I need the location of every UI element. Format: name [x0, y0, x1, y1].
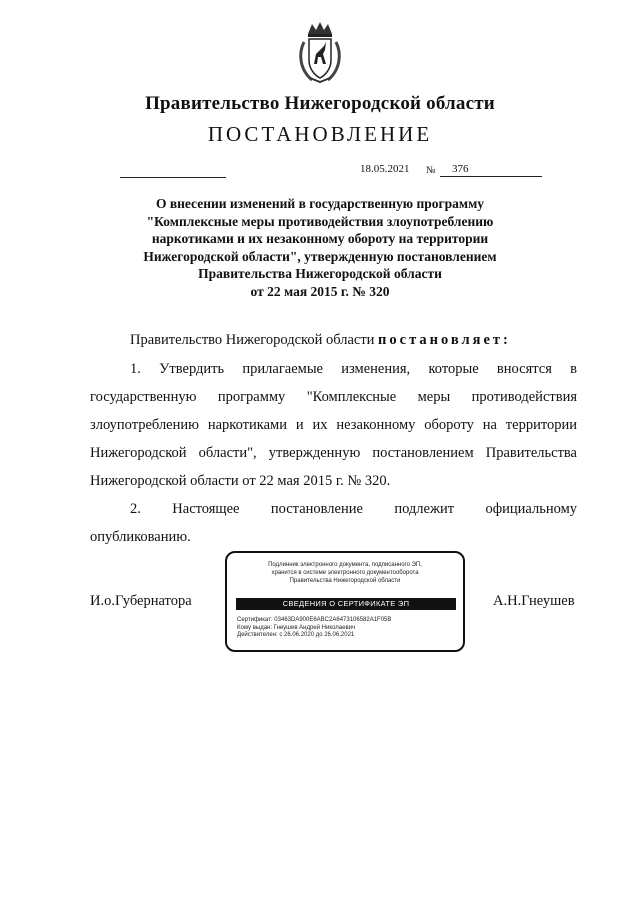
paragraph-1-line: 1. Утвердить прилагаемые изменения, которые вносятся в	[130, 361, 577, 377]
certificate-detail-line: Действителен: с 26.06.2020 до 26.06.2021	[237, 632, 355, 638]
stamp-header-line: хранится в системе электронного документооборота	[271, 570, 419, 576]
preamble-prefix: Правительство Нижегородской области	[130, 332, 375, 348]
certificate-detail-line: Кому выдан: Гнеушев Андрей Николаевич	[237, 624, 356, 631]
subject-line: Нижегородской области", утвержденную постановлением	[143, 248, 497, 264]
paragraph-1-line: Нижегородской области от 22 мая 2015 г. № 320.	[90, 473, 391, 489]
document-type-heading: ПОСТАНОВЛЕНИЕ	[207, 122, 433, 146]
document-date: 18.05.2021	[360, 163, 410, 175]
signer-name: А.Н.Гнеушев	[493, 593, 575, 609]
stamp-header	[227, 561, 463, 585]
certificate-detail-line: Сертификат: 03463DA900E6ABC2A6473106582A1F05B	[237, 617, 392, 623]
subject-line: "Комплексные меры противодействия злоупотреблению	[146, 213, 494, 229]
certificate-info-bar: СВЕДЕНИЯ О СЕРТИФИКАТЕ ЭП	[236, 598, 456, 610]
number-sign: №	[426, 165, 436, 176]
paragraph-1-line: злоупотреблению наркотиками и их незаконному обороту на территории	[90, 417, 577, 433]
subject-line: наркотиками и их незаконному обороту на территории	[151, 231, 489, 246]
preamble-verb: постановляет:	[378, 332, 511, 348]
paragraph-2-line: опубликованию.	[90, 529, 191, 545]
organization-title: Правительство Нижегородской области	[145, 93, 495, 114]
document-subject	[110, 195, 530, 300]
paragraph-1-line: государственную программу "Комплексные меры противодействия	[90, 389, 577, 405]
certificate-details	[237, 617, 391, 640]
coat-of-arms-emblem	[296, 20, 344, 84]
paragraph-1-line: Нижегородской области", утвержденную постановлением Правительства	[90, 445, 577, 461]
signer-title: И.о.Губернатора	[90, 593, 192, 609]
subject-line: Правительства Нижегородской области	[198, 266, 442, 281]
blank-date-line	[120, 177, 226, 178]
electronic-signature-stamp	[225, 551, 465, 652]
stamp-header-line: Подлинник электронного документа, подписанного ЭП,	[268, 562, 422, 568]
paragraph-2-line: 2. Настоящее постановление подлежит официальному	[130, 501, 577, 517]
subject-line: от 22 мая 2015 г. № 320	[250, 283, 390, 299]
stamp-header-line: Правительства Нижегородской области	[289, 578, 401, 584]
preamble	[130, 326, 511, 355]
subject-line: О внесении изменений в государственную программу	[155, 196, 485, 211]
document-number: 376	[440, 163, 542, 177]
